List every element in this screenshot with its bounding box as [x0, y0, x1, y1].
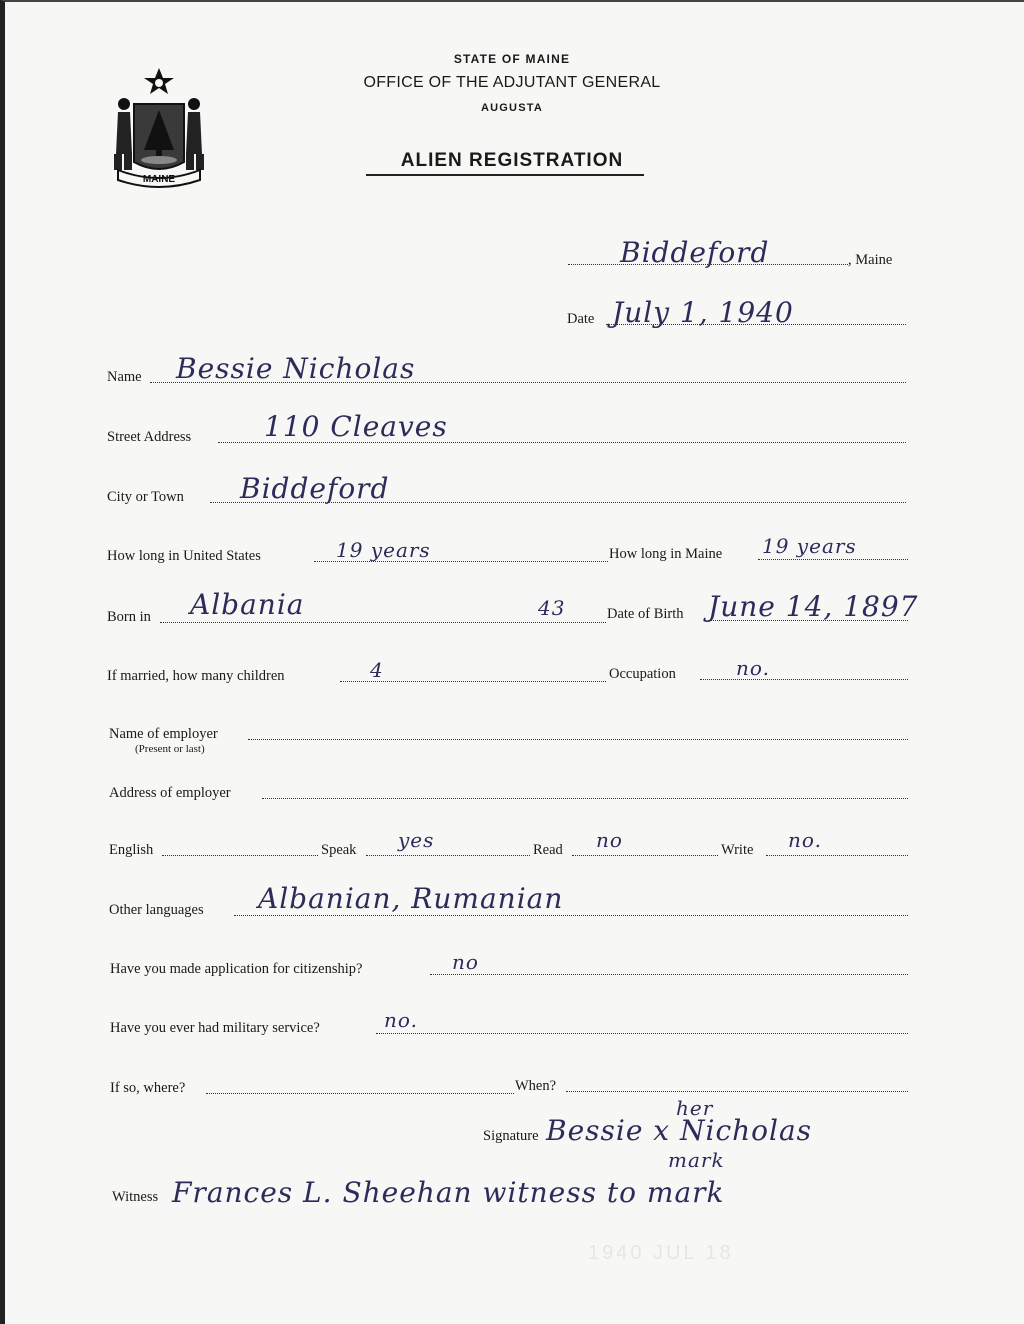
office-heading: OFFICE OF THE ADJUTANT GENERAL	[363, 74, 661, 91]
write-value[interactable]: no.	[788, 828, 822, 852]
read-line	[572, 855, 718, 856]
maine-suffix: , Maine	[848, 252, 893, 268]
read-label: Read	[533, 842, 563, 858]
maine-duration-value[interactable]: 19 years	[762, 534, 857, 558]
when-label: When?	[515, 1078, 557, 1094]
born-label: Born in	[107, 609, 151, 625]
english-line	[162, 855, 318, 856]
military-value[interactable]: no.	[384, 1008, 418, 1032]
age-note[interactable]: 43	[538, 596, 566, 620]
city-heading: AUGUSTA	[481, 102, 543, 114]
employer-line	[248, 739, 908, 740]
write-label: Write	[721, 842, 754, 858]
street-label: Street Address	[107, 429, 192, 445]
city-value[interactable]: Biddeford	[240, 472, 390, 505]
city-label: City or Town	[107, 489, 184, 505]
date-value[interactable]: July 1, 1940	[612, 296, 794, 329]
citizenship-line	[430, 974, 908, 975]
citizenship-value[interactable]: no	[452, 950, 479, 974]
citizenship-label: Have you made application for citizenship?	[110, 961, 363, 977]
street-value[interactable]: 110 Cleaves	[264, 410, 448, 443]
speak-label: Speak	[321, 842, 357, 858]
occupation-line	[700, 679, 908, 680]
signature-note-below: mark	[668, 1148, 725, 1172]
name-value[interactable]: Bessie Nicholas	[176, 352, 416, 385]
other-languages-line	[234, 915, 908, 916]
dob-label: Date of Birth	[607, 606, 684, 622]
where-label: If so, where?	[110, 1080, 186, 1096]
speak-value[interactable]: yes	[398, 828, 435, 852]
when-line	[566, 1091, 908, 1092]
signature-value[interactable]: Bessie x Nicholas	[546, 1114, 813, 1147]
military-line	[376, 1033, 908, 1034]
where-line	[206, 1093, 514, 1094]
title-underline	[366, 174, 644, 176]
speak-line	[366, 855, 530, 856]
witness-label: Witness	[112, 1189, 159, 1205]
read-value[interactable]: no	[596, 828, 623, 852]
maine-duration-label: How long in Maine	[609, 546, 723, 562]
place-value[interactable]: Biddeford	[620, 236, 770, 269]
occupation-value[interactable]: no.	[736, 656, 770, 680]
employer-note: (Present or last)	[135, 743, 205, 755]
signature-label: Signature	[483, 1128, 539, 1144]
write-line	[766, 855, 908, 856]
seal-label: MAINE	[142, 174, 176, 185]
born-line	[160, 622, 606, 623]
maine-duration-line	[758, 559, 908, 560]
received-stamp: 1940 JUL 18	[588, 1242, 734, 1264]
occupation-label: Occupation	[609, 666, 676, 682]
born-value[interactable]: Albania	[190, 588, 305, 621]
other-languages-value[interactable]: Albanian, Rumanian	[258, 882, 564, 915]
employer-address-label: Address of employer	[109, 785, 231, 801]
signature-note-above: her	[676, 1096, 714, 1120]
employer-label: Name of employer	[109, 726, 218, 742]
employer-address-line	[262, 798, 908, 799]
english-label: English	[109, 842, 154, 858]
name-label: Name	[107, 369, 142, 385]
date-label: Date	[567, 311, 595, 327]
witness-value[interactable]: Frances L. Sheehan witness to mark	[172, 1176, 725, 1209]
military-label: Have you ever had military service?	[110, 1020, 320, 1036]
us-duration-label: How long in United States	[107, 548, 261, 564]
form-title: ALIEN REGISTRATION	[400, 150, 624, 171]
children-value[interactable]: 4	[370, 658, 384, 682]
children-label: If married, how many children	[107, 668, 285, 684]
dob-value[interactable]: June 14, 1897	[708, 590, 919, 623]
other-languages-label: Other languages	[109, 902, 204, 918]
us-duration-value[interactable]: 19 years	[336, 538, 431, 562]
state-heading: STATE OF MAINE	[453, 52, 571, 66]
